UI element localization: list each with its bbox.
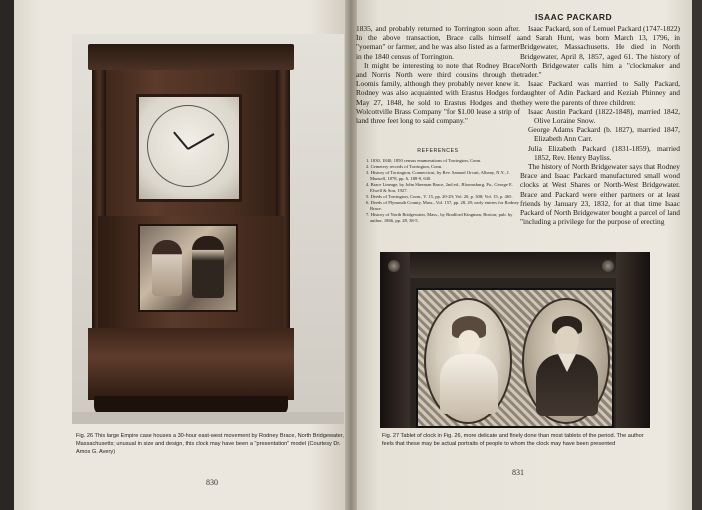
clock-base xyxy=(88,328,294,400)
oval-portrait-woman xyxy=(424,298,512,424)
reference-item: 7. History of North Bridgewater, Mass., by Bradford Kingman, Boston; pub. by author, 1866, pp. 28, 38-5. xyxy=(366,212,513,223)
woman-dress xyxy=(440,354,498,414)
page-number-right: 831 xyxy=(512,468,524,477)
paragraph: Isaac Packard, son of Lemuel Packard (1747-1822) and Sarah Hunt, was born March 13, 1796, in Bridgewater, Massachusetts. He died in North Bridgewater, April 8, 1857, aged 61. The history of North Bridgewater calls him a "clockmaker and trader." xyxy=(520,24,680,80)
clock-crown xyxy=(88,44,294,70)
clock-photo xyxy=(72,34,344,424)
rosette-left xyxy=(388,260,400,272)
child-entry: Isaac Austin Packard (1822-1848), married 1842, Olive Loraine Snow. xyxy=(528,106,680,126)
reference-item: 4. Brace Lineage, by John Sherman Brace, 2nd ed., Bloomsburg, Pa., George E. Elwell & Son, 1927. xyxy=(366,182,513,193)
case-frame-right xyxy=(616,252,650,428)
references-heading: REFERENCES xyxy=(417,148,459,154)
paragraph: The history of North Bridgewater says that Rodney Brace and Isaac Packard manufactured small wood clocks at West Shares or North-West Bridgewater. Brace and Packard were either partners or at least friends by January 23, 1832, for at that time Isaac Packard of North Bridgewater bought a parcel of land "including a privilege for the purpose of erecting xyxy=(520,162,680,227)
portrait-woman xyxy=(152,240,182,296)
text-column-right xyxy=(520,24,680,226)
figure-27-caption: Fig. 27 Tablet of clock in Fig. 26, more delicate and finely done than most tablets of the period. The author feels that these may be actual portraits of people to whom the clock may have been presented xyxy=(382,433,644,447)
running-head: ISAAC PACKARD xyxy=(535,12,613,22)
child-entry: Julia Elizabeth Packard (1831-1859), married 1852, Rev. Henry Bayliss. xyxy=(528,143,680,162)
page-number-left: 830 xyxy=(206,478,218,487)
photo-floor xyxy=(72,412,344,424)
dial-ring xyxy=(147,105,229,187)
man-face xyxy=(555,326,579,354)
oval-portrait-man xyxy=(522,298,610,424)
figure-26-caption: Fig. 26 This large Empire case houses a 30-hour east-west movement by Rodney Brace, North Bridgewater, Massachusetts; unusual in size and design, this clock may have been a "presentation" model (Courtesy Dr. Amos G. Avery) xyxy=(76,433,344,455)
portrait-man xyxy=(192,236,224,298)
painted-glass-tablet xyxy=(416,288,614,428)
references-list xyxy=(366,158,520,224)
child-entry: George Adams Packard (b. 1827), married 1847, Elizabeth Ann Carr. xyxy=(528,125,680,144)
book-edge xyxy=(692,0,702,510)
clock-dial xyxy=(136,94,242,202)
reference-item: 1. 1830, 1840, 1850 census enumerations of Torrington, Conn. xyxy=(366,158,482,163)
reference-item: 6. Deeds of Plymouth County, Mass., Vol. 157, pp. 28, 29; early entries for Rodney Brace. xyxy=(366,200,519,211)
tablet-photo xyxy=(380,252,650,428)
paragraph: It might be interesting to note that Rodney Brace and Norris North were third cousins through the Loomis family, although they probably never knew it. Rodney was also acquainted with Erastus Hodges for May 27, 1848, he sold to Erastus Hodges and the Wolcottville Brass Company "for $1.00 lease a strip of land three feet long to said company." xyxy=(356,60,520,126)
empire-clock-case xyxy=(88,44,294,420)
paragraph: 1835, and probably returned to Torrington soon after. In the above transaction, Brace calls himself a "yoeman" or farmer, and he was also listed as a farmer in the 1840 census of Torrington. xyxy=(356,24,520,61)
case-frame-left xyxy=(380,252,410,428)
paragraph: Isaac Packard was married to Sally Packard, daughter of Adin Packard and Keziah Phinney and they were the parents of three children: xyxy=(520,79,680,107)
reference-item: 3. History of Torrington, Connecticut, by Rev. Samuel Orcutt, Albany, N.Y., J. Munsell, 1878, pp. 6, 188-9, 630. xyxy=(366,170,510,181)
painted-tablet xyxy=(138,224,238,312)
reference-item: 2. Cemetery records of Torrington, Conn. xyxy=(366,164,443,169)
woman-face xyxy=(458,330,480,354)
rosette-right xyxy=(602,260,614,272)
text-column-left xyxy=(356,24,520,125)
reference-item: 5. Deeds of Torrington, Conn., V. 15, pp. 20-29; Vol. 20, p. 308; Vol. 15, p. 465. xyxy=(366,194,513,199)
